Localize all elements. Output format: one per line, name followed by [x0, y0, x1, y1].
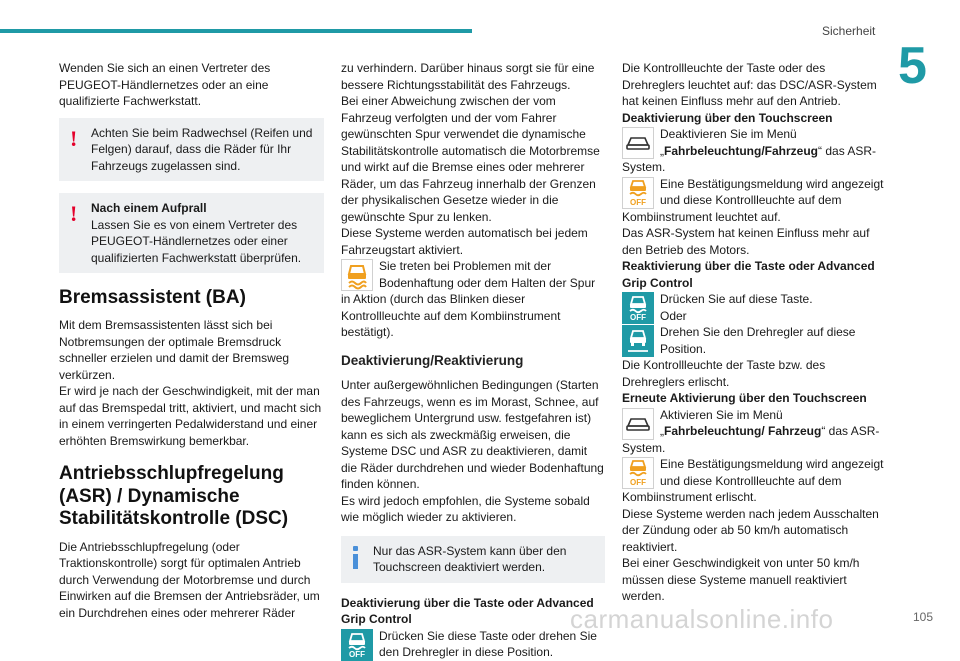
off-label: OFF — [630, 197, 646, 207]
subheading-touchscreen-reactivation: Erneute Aktivierung über den Touchscreen — [622, 391, 867, 405]
subheading-button-reactivation: Reaktivierung über die Taste oder Advanced Grip Control — [622, 259, 875, 290]
column-3 — [622, 60, 890, 605]
icon-row-dial-position — [622, 324, 890, 357]
paragraph: Die Kontrollleuchte der Taste bzw. des Drehreglers erlischt. — [622, 358, 826, 389]
watermark: carmanualsonline.info — [570, 604, 834, 634]
paragraph: Das ASR-System hat keinen Einfluss mehr auf den Betrieb des Motors. — [622, 226, 870, 257]
section-title: Sicherheit — [822, 24, 876, 38]
car-menu-icon — [622, 127, 654, 159]
off-label: OFF — [630, 478, 646, 487]
dsc-off-button-icon — [622, 292, 654, 324]
paragraph: Oder — [660, 308, 687, 323]
info-icon — [353, 546, 358, 570]
info-text: Nur das ASR-System kann über den Touchscreen deaktiviert werden. — [373, 543, 567, 574]
warning-text: Achten Sie beim Radwechsel (Reifen und Felgen) darauf, dass die Räder für Ihr Fahrzeugs zugelassen sind. — [91, 125, 313, 173]
icon-row-asr-off-amber-2 — [622, 456, 890, 506]
paragraph: Eine Bestätigungsmeldung wird angezeigt und diese Kontrollleuchte auf dem Kombiinstrument leuchtet auf. — [622, 176, 884, 224]
paragraph: zu verhindern. Darüber hinaus sorgt sie für eine bessere Richtungsstabilität des Fahrzeugs. — [341, 61, 595, 92]
paragraph: Bei einer Abweichung zwischen der vom Fahrzeug verfolgten und der vom Fahrer gewünschten Spur verwendet die dynamische Stabilitätskontrolle automatisch die Motorbremse und wirkt auf die Bremse eines oder mehrerer Räder, um das Fahrzeug innerhalb der Grenzen der physikalischen Gesetze wieder in die gewünschte Spur zu lenken. — [341, 94, 600, 224]
info-box-touchscreen — [341, 536, 605, 583]
heading-asr-dsc: Antriebsschlupfregelung (ASR) / Dynamische Stabilitätskontrolle (DSC) — [59, 463, 289, 529]
paragraph: Eine Bestätigungsmeldung wird angezeigt und diese Kontrollleuchte auf dem Kombiinstrument erlischt. — [622, 457, 884, 504]
paragraph: Es wird jedoch empfohlen, die Systeme sobald wie möglich wieder zu aktivieren. — [341, 493, 590, 524]
subheading-button-deactivation: Deaktivierung über die Taste oder Advanced Grip Control — [341, 595, 594, 626]
asr-off-warning-lamp-icon — [622, 457, 654, 489]
subheading-touchscreen-deactivation: Deaktivierung über den Touchscreen — [622, 110, 833, 125]
column-1 — [59, 60, 324, 621]
heading-ba: Bremsassistent (BA) — [59, 287, 246, 308]
header-accent-bar — [0, 29, 472, 33]
paragraph: Sie treten bei Problemen mit der Bodenhaftung oder dem Halten der Spur in Aktion (durch das Blinken dieser Kontrollleuchte auf dem Kombiinstrument bestätigt). — [341, 259, 596, 339]
asr-off-warning-lamp-icon — [622, 177, 654, 209]
icon-row-car-menu-react — [622, 407, 890, 457]
warning-title: Nach einem Aufprall — [91, 201, 207, 215]
icon-row-car-menu — [622, 126, 890, 176]
icon-row-asr-off-amber — [622, 176, 890, 226]
dsc-off-button-icon — [341, 629, 373, 661]
paragraph: Bei einer Geschwindigkeit von unter 50 km/h müssen diese Systeme manuell reaktiviert werden. — [622, 556, 860, 603]
paragraph: Drücken Sie diese Taste oder drehen Sie den Drehregler in diese Position. — [379, 628, 597, 659]
ba-paragraph-1: Mit dem Bremsassistenten lässt sich bei Notbremsungen der optimale Bremsdruck schneller erzielen und damit der Bremsweg verkürzen. — [59, 318, 290, 382]
dsc-warning-lamp-icon — [341, 259, 373, 291]
paragraph: Drehen Sie den Drehregler auf diese Position. — [660, 325, 856, 356]
dial-position-icon — [622, 325, 654, 357]
warning-text: Lassen Sie es von einem Vertreter des PEUGEOT-Händlernetzes oder einer qualifizierten Fachwerkstatt überprüfen. — [91, 217, 302, 265]
asr-paragraph-1: Die Antriebsschlupfregelung (oder Traktionskontrolle) sorgt für optimalen Antrieb durch Verwendung der Motorbremse und durch Einwirken auf die Bremsen der Antriebsräder, um ein Durchdrehen eines oder mehrerer Räder — [59, 539, 320, 620]
ba-paragraph-2: Er wird je nach der Geschwindigkeit, mit der man auf das Bremspedal tritt, aktiviert, und macht sich in einem verringerten Pedalwiderstand und einer erhöhten Bremswirkung bemerkbar. — [59, 384, 322, 448]
column-2 — [341, 60, 605, 661]
warning-icon: ! — [70, 201, 78, 226]
warning-box-impact — [59, 193, 324, 273]
paragraph: Diese Systeme werden nach jedem Ausschalten der Zündung oder ab 50 km/h automatisch reaktiviert. — [622, 506, 879, 554]
paragraph: Aktivieren Sie im Menü „Fahrbeleuchtung/ Fahrzeug“ das ASR-System. — [622, 407, 880, 455]
warning-box-wheels — [59, 118, 324, 182]
paragraph: Unter außergewöhnlichen Bedingungen (Starten des Fahrzeugs, wenn es im Morast, Schnee, auf beweglichem Untergrund usw. festgefahren ist) kann es sich als zweckmäßig erweisen, die Systeme DSC und ASR zu deaktivieren, damit die Räder durchdrehen und wieder Bodenhaftung finden können. — [341, 378, 604, 491]
warning-icon: ! — [70, 125, 78, 151]
page-number: 105 — [913, 610, 934, 624]
car-menu-icon — [622, 408, 654, 440]
off-label: OFF — [349, 649, 365, 659]
paragraph: Die Kontrollleuchte der Taste oder des Drehreglers leuchtet auf: das DSC/ASR-System hat keinen Einfluss mehr auf den Antrieb. — [622, 61, 877, 108]
heading-deactivation: Deaktivierung/Reaktivierung — [341, 352, 524, 368]
chapter-number: 5 — [898, 37, 927, 95]
paragraph: Deaktivieren Sie im Menü „Fahrbeleuchtung/Fahrzeug“ das ASR-System. — [622, 127, 877, 174]
intro-text: Wenden Sie sich an einen Vertreter des PEUGEOT-Händlernetzes oder an eine qualifizierte Fachwerkstatt. — [59, 61, 271, 108]
icon-row-dsc-off-button — [341, 628, 605, 661]
paragraph: Diese Systeme werden automatisch bei jedem Fahrzeugstart aktiviert. — [341, 226, 588, 257]
paragraph: Drücken Sie auf diese Taste. — [660, 292, 813, 306]
off-label: OFF — [630, 313, 646, 322]
icon-row-dsc-warning — [341, 258, 605, 341]
